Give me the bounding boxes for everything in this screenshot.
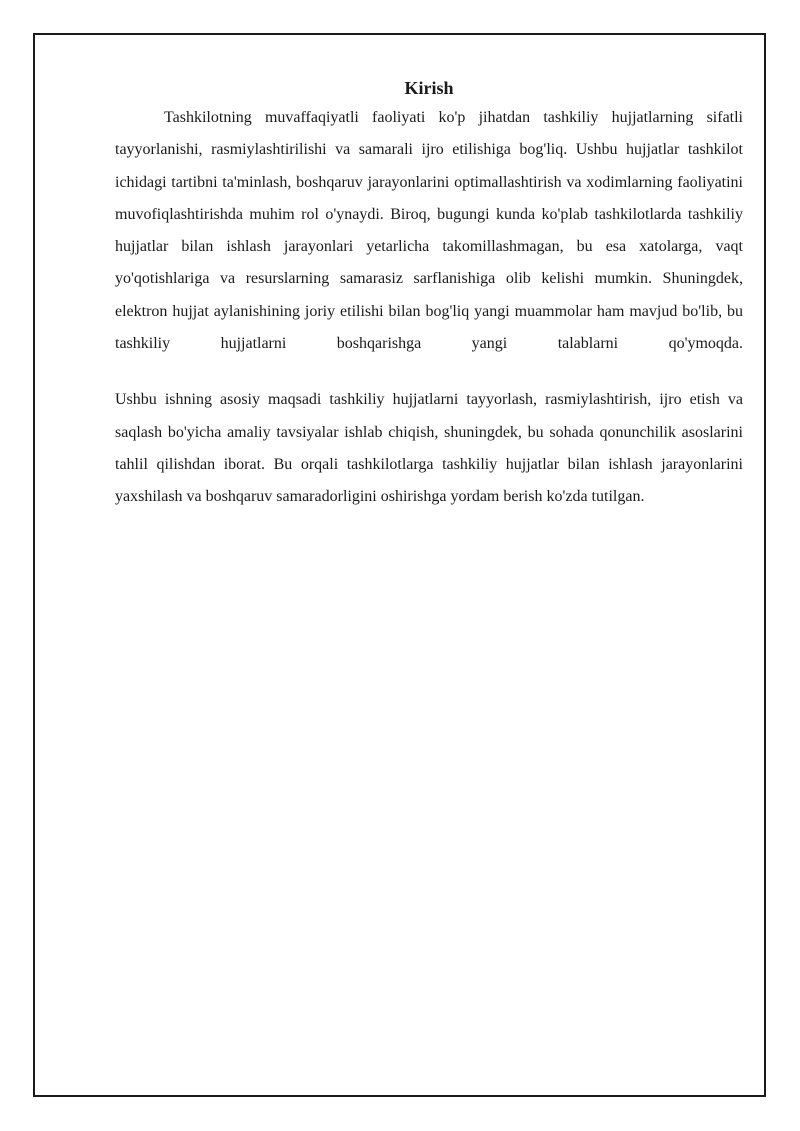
document-body xyxy=(115,74,743,514)
paragraph-goal: Ushbu ishning asosiy maqsadi tashkiliy hujjatlarni tayyorlash, rasmiylashtirish, ijro etish va saqlash bo'yicha amaliy tavsiyalar ishlab chiqish, shuningdek, bu sohada qonunchilik asoslarini tahlil qilishdan iborat. Bu orqali tashkilotlarga tashkiliy hujjatlar bilan ishlash jarayonlarini yaxshilash va boshqaruv samaradorligini oshirishga yordam berish ko'zda tutilgan. xyxy=(115,391,743,506)
paragraph-intro: Tashkilotning muvaffaqiyatli faoliyati ko'p jihatdan tashkiliy hujjatlarning sifatli tayyorlanishi, rasmiylashtirilishi va samarali ijro etilishiga bog'liq. Ushbu hujjatlar tashkilot ichidagi tartibni ta'minlash, boshqaruv jarayonlarini optimallashtirish va xodimlarning faoliyatini muvofiqlashtirishda muhim rol o'ynaydi. Biroq, bugungi kunda ko'plab tashkilotlarda tashkiliy hujjatlar bilan ishlash jarayonlari yetarlicha takomillashmagan, bu esa xatolarga, vaqt yo'qotishlariga va resurslarning samarasiz sarflanishiga olib kelishi mumkin. Shuningdek, elektron hujjat aylanishining joriy etilishi bilan bog'liq yangi muammolar ham mavjud bo'lib, bu tashkiliy hujjatlarni boshqarishga yangi talablarni qo'ymoqda. xyxy=(115,109,743,353)
document-title: Kirish xyxy=(404,78,454,98)
